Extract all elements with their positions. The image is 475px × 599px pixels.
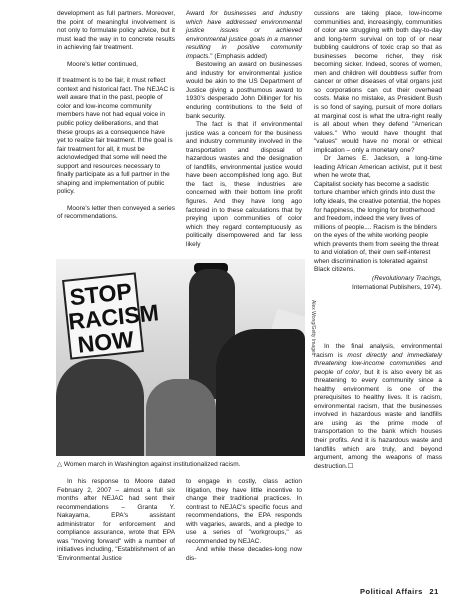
protest-sign: STOP RACISM NOW (62, 272, 144, 359)
paragraph: Dr James E. Jackson, a long-time leading African American activist, put it best when he wrote that, (314, 155, 442, 180)
triangle-icon: △ (57, 461, 62, 468)
block-quote: If treatment is to be fair, it must reflect context and historical fact. The NEJAC is well aware that in the past, people of color and low-income community members have not had equal voice in public policy deliberations, and that these groups as a consequence have yet to realize fair treatment. If the goal is fair treatment for all, it must be acknowledged that some will need the support and resources necessary to finally participate as a full partner in the shaping and implementation of public policy. (57, 77, 175, 196)
column-2-lower (186, 478, 302, 563)
column-3-lower (314, 343, 442, 471)
paragraph: In his response to Moore dated February 2, 2007 – almost a full six months after NEJAC had sent their recommendations – Granta Y. Nakayama, EPA's assistant administrator for enforcement and compliance assurance, wrote that EPA was "moving forward" with a number of initiatives including, "Establishment of an 'Environmental Justice (57, 478, 175, 562)
paragraph: Moore's letter then conveyed a series of recommendations. (57, 204, 175, 221)
end-mark-icon: ☐ (347, 462, 354, 470)
publication-title: Political Affairs (360, 587, 423, 596)
quote-citation: (Revolutionary Tracings, International Publishers, 1974). (352, 274, 442, 291)
page-footer (360, 587, 439, 596)
paragraph: Bestowing an award on businesses and industry for environmental justice would be akin to the US Department of Justice giving a posthumous award to 1930's desperado John Dillinger for his enduring contributions to the field of bank security. (186, 61, 302, 120)
marcher-figure (56, 359, 144, 456)
paragraph: And while these decades-long now dis- (186, 546, 302, 562)
block-quote: Capitalist society has become a sadistic torture chamber which grinds into dust the lofty ideals, the creative potential, the hopes for happiness, the longing for brotherhood and freedom, indeed the very lives of millions of people.... Racism is the blinders on the eyes of the white working people which prevents them from seeing the threat to and violation of, their own self-interest when discrimination is tolerated against Black citizens. (314, 180, 441, 274)
marcher-figure (216, 329, 305, 456)
paragraph: The fact is that if environmental justice was a concern for the business and industry community involved in the transportation and disposal of hazardous wastes and the designation of landfills, environmental justice would have been accomplished long ago. But the fact is, these industries are concerned with their bottom line profit figures. And they have long ago factored in to these calculations that by preying upon communities of color which they regard contemptuously as politically disempowered and far less likely (186, 121, 302, 248)
column-3 (314, 10, 442, 292)
photo-caption: △ Women march in Washington against institutionalized racism. (57, 461, 241, 468)
marcher-figure (146, 379, 216, 456)
column-1 (57, 10, 175, 222)
photo-credit: Alex Wong/Getty Images (310, 300, 316, 356)
paragraph: development as full partners. Moreover, the point of meaningful involvement is not only to formulate policy advice, but it must lead the way in to concrete results in achieving fair treatment. (57, 10, 175, 52)
paragraph: In the final analysis, environmental racism is most directly and immediately threatening low-income communities and people of color, but it is also every bit as threatening to every community since a healthy environment is one of the prerequisites to healthy lives. It is racism, environmental racism, that the businesses involved in hazardous waste and landfills are using as the prime mode of transportation to the bank which houses their profits. And it is hazardous waste and landfills which are truly, and beyond argument, among the weapons of mass destruction.☐ (314, 343, 442, 470)
column-2 (186, 10, 302, 249)
paragraph: Moore's letter continued, (67, 60, 138, 68)
protest-photo (56, 259, 305, 456)
paragraph: Award for businesses and industry which have addressed environmental justice issues or achieved environmental justice goals in a manner resulting in positive community impacts." (Emphasis added) (186, 10, 302, 60)
page-number: 21 (429, 587, 439, 596)
column-1-lower (57, 478, 175, 563)
paragraph: to engage in costly, class action litigation, they have little incentive to change their traditional practices. In contrast to NEJAC's specific focus and recommendations, the EPA responds with vagaries, awards, and a pledge to use a series of "workgroups," as recommended by NEJAC. (186, 478, 302, 545)
paragraph: cussions are taking place, low-income communities and, increasingly, communities of color are struggling with both day-to-day and long-term survival on top of or near bubbling cauldrons of toxic crap so that as businesses become richer, they risk becoming sicker. Indeed, scores of women, men and children will doubtless suffer from cancer or other diseases of vital organs just so corporations can cut their overhead costs. Make no mistake, as President Bush is so fond of saying, pursuit of more dollars at marginal cost is what the ultra-right really is all about when they defend "American values." Who would have thought that "values" would have no moral or ethical implication – only a monetary one? (314, 10, 442, 154)
